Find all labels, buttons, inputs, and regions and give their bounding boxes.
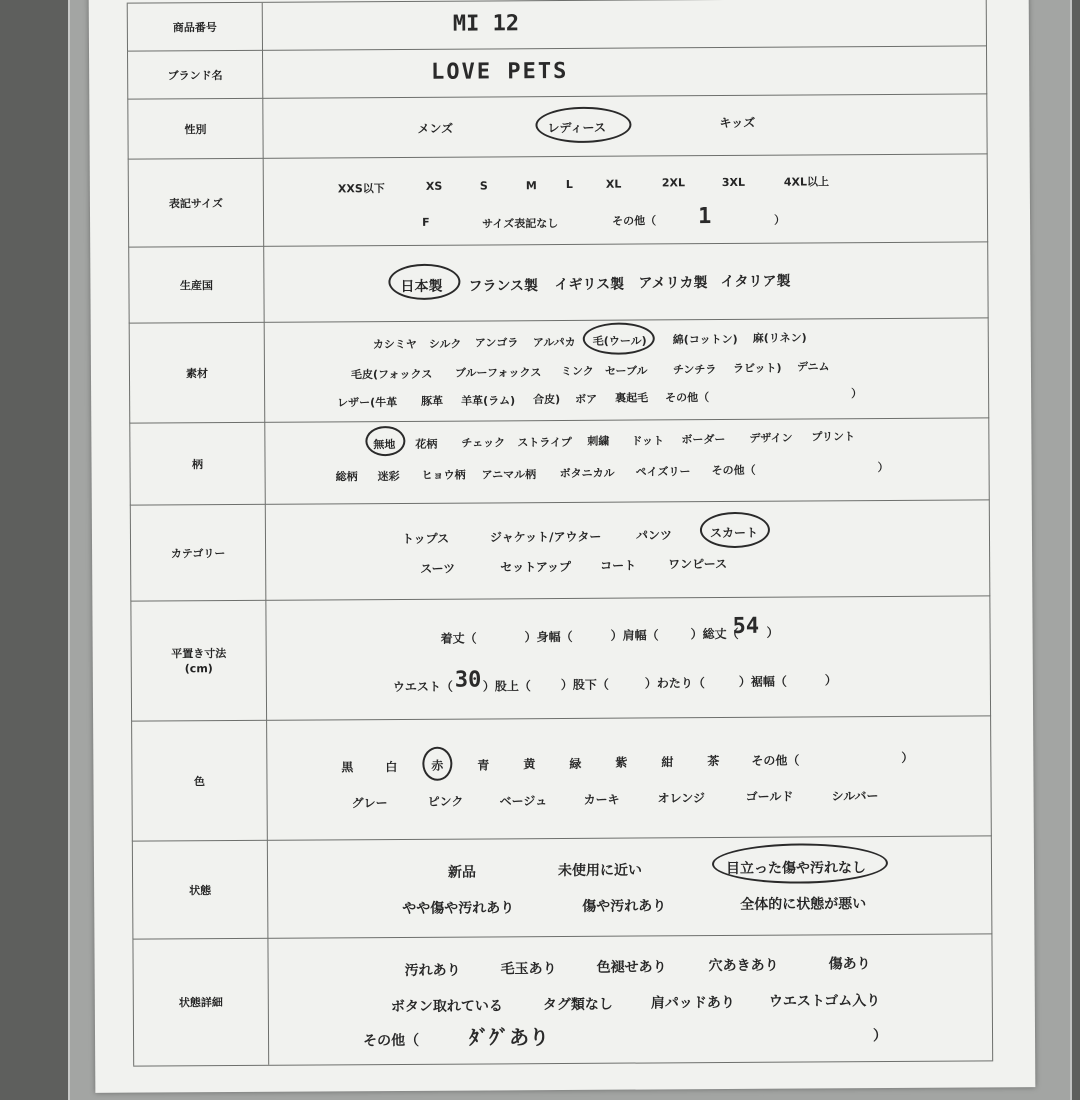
label-brand: ブランド名 bbox=[127, 51, 263, 100]
color-option: ベージュ bbox=[499, 794, 548, 809]
condition-option: 未使用に近い bbox=[557, 862, 643, 880]
handwritten-size-other: 1 bbox=[697, 204, 712, 230]
selection-circle bbox=[365, 426, 405, 456]
color-option: 茶 bbox=[707, 754, 720, 769]
row-category bbox=[130, 499, 991, 601]
color-option: ゴールド bbox=[745, 789, 794, 804]
material-option: 麻(リネン) bbox=[752, 331, 807, 345]
handwritten-product-no: MI 12 bbox=[452, 11, 520, 37]
country-option-selected: 日本製 bbox=[400, 278, 443, 295]
country-option: フランス製 bbox=[468, 278, 539, 295]
color-option: 緑 bbox=[569, 756, 582, 771]
row-size bbox=[128, 153, 989, 247]
country-option: イタリア製 bbox=[720, 273, 791, 291]
material-other-open: その他（ bbox=[665, 391, 710, 405]
label-material: 素材 bbox=[129, 323, 266, 424]
selection-circle bbox=[388, 264, 460, 300]
measure-label: ）肩幅（ bbox=[610, 628, 659, 643]
color-option: オレンジ bbox=[657, 791, 706, 806]
pattern-option: ペイズリー bbox=[635, 465, 691, 479]
handwritten-brand: LOVE PETS bbox=[431, 58, 569, 85]
pattern-option: デザイン bbox=[749, 431, 793, 445]
pattern-option: チェック bbox=[461, 436, 506, 450]
material-option: チンチラ bbox=[672, 363, 717, 377]
size-option: XS bbox=[425, 179, 443, 193]
material-option: 裏起毛 bbox=[615, 391, 649, 405]
pattern-other-open: その他（ bbox=[711, 463, 756, 478]
pattern-option: プリント bbox=[811, 430, 855, 444]
size-option: XL bbox=[605, 177, 622, 191]
row-color bbox=[131, 715, 992, 841]
measure-label: ）股上（ bbox=[482, 679, 531, 694]
material-option: 綿(コットン) bbox=[672, 332, 738, 347]
handwritten-waist: 30 bbox=[454, 667, 482, 693]
row-brand bbox=[127, 45, 987, 99]
material-option-selected: 毛(ウール) bbox=[592, 334, 647, 348]
category-option: セットアップ bbox=[500, 559, 572, 575]
measure-label: ）わたり（ bbox=[644, 676, 705, 691]
category-option: コート bbox=[600, 558, 637, 573]
detail-option: タグ類なし bbox=[542, 996, 613, 1014]
label-product-no: 商品番号 bbox=[127, 3, 263, 52]
detail-option: 色褪せあり bbox=[596, 959, 667, 976]
material-other-close: ） bbox=[851, 387, 863, 401]
condition-option-selected: 目立った傷や汚れなし bbox=[725, 860, 867, 878]
category-option: パンツ bbox=[635, 528, 673, 543]
pattern-option: アニマル柄 bbox=[481, 468, 537, 482]
gender-option: メンズ bbox=[417, 121, 454, 136]
size-option-none: サイズ表記なし bbox=[482, 217, 559, 231]
color-other-open: その他（ bbox=[751, 753, 800, 768]
selection-circle bbox=[583, 322, 655, 354]
pattern-option: ヒョウ柄 bbox=[421, 468, 466, 482]
row-measurements bbox=[130, 595, 991, 721]
material-option: カシミヤ bbox=[372, 337, 417, 352]
color-option: 青 bbox=[477, 758, 490, 773]
detail-option: ウエストゴム入り bbox=[768, 993, 881, 1010]
row-condition-detail bbox=[132, 933, 993, 1066]
pattern-option: ボーダー bbox=[681, 433, 726, 447]
material-option: 毛皮(フォックス bbox=[350, 367, 433, 382]
category-option: ジャケット/アウター bbox=[489, 529, 602, 545]
label-measurements bbox=[130, 601, 267, 722]
size-other-close: ） bbox=[774, 213, 786, 227]
label-pattern: 柄 bbox=[129, 423, 265, 506]
label-gender: 性別 bbox=[127, 99, 263, 160]
label-measurements-line2: (cm) bbox=[184, 662, 213, 676]
color-option: 紫 bbox=[615, 755, 628, 770]
handwritten-total-length: 54 bbox=[732, 613, 760, 639]
color-option: シルバー bbox=[831, 789, 879, 804]
label-size: 表記サイズ bbox=[128, 159, 265, 248]
color-option: カーキ bbox=[583, 792, 620, 807]
category-option: ワンピース bbox=[668, 556, 728, 572]
color-option-selected: 赤 bbox=[431, 758, 444, 773]
size-option-f: F bbox=[422, 215, 430, 229]
category-option-selected: スカート bbox=[709, 525, 759, 541]
label-color: 色 bbox=[131, 721, 268, 842]
material-option: セーブル bbox=[604, 364, 648, 378]
size-option: XXS以下 bbox=[337, 182, 385, 196]
size-option: 4XL以上 bbox=[783, 175, 830, 189]
label-category: カテゴリー bbox=[130, 505, 267, 602]
gender-option: キッズ bbox=[719, 115, 756, 131]
country-option: アメリカ製 bbox=[638, 275, 708, 292]
selection-circle bbox=[535, 107, 631, 144]
detail-option: 穴あきあり bbox=[708, 957, 779, 975]
condition-option: 傷や汚れあり bbox=[582, 898, 667, 915]
material-option: ラビット) bbox=[732, 361, 782, 375]
detail-option: 汚れあり bbox=[404, 962, 461, 979]
pattern-option: ドット bbox=[631, 434, 664, 448]
measure-label: ）股下（ bbox=[560, 677, 609, 693]
material-option: 羊革(ラム) bbox=[461, 394, 516, 408]
material-option: 合皮) bbox=[533, 393, 561, 407]
row-country bbox=[128, 241, 988, 323]
measure-label: ）総丈（ bbox=[690, 626, 739, 642]
pattern-option: ボタニカル bbox=[559, 466, 615, 481]
material-option: デニム bbox=[796, 360, 830, 374]
measure-label: ）身幅（ bbox=[524, 629, 573, 645]
handwritten-detail-other: ﾀﾞｸﾞあり bbox=[468, 1025, 550, 1050]
condition-option: 全体的に状態が悪い bbox=[740, 896, 867, 913]
pattern-other-close: ） bbox=[877, 461, 889, 475]
size-other-open: その他（ bbox=[612, 214, 657, 228]
size-option: M bbox=[525, 179, 537, 193]
country-option: イギリス製 bbox=[554, 276, 625, 294]
detail-option: 肩パッドあり bbox=[650, 994, 735, 1012]
category-option: スーツ bbox=[420, 561, 456, 576]
detail-option: 傷あり bbox=[828, 956, 871, 973]
size-option: L bbox=[565, 177, 573, 191]
row-material bbox=[129, 317, 990, 423]
material-option: レザー(牛革 bbox=[337, 396, 398, 410]
material-option: 豚革 bbox=[421, 394, 444, 408]
color-option: グレー bbox=[351, 796, 388, 811]
product-info-sheet bbox=[89, 0, 1036, 1093]
color-option: ピンク bbox=[427, 794, 464, 809]
measure-label: ウエスト（ bbox=[392, 679, 453, 695]
pattern-option: ストライプ bbox=[517, 435, 572, 450]
material-option: アンゴラ bbox=[474, 336, 519, 350]
selection-circle bbox=[700, 512, 770, 548]
label-condition: 状態 bbox=[132, 841, 269, 940]
material-option: ミンク bbox=[560, 364, 594, 379]
color-option: 黒 bbox=[341, 760, 354, 775]
size-option: S bbox=[479, 179, 488, 193]
material-option: ボア bbox=[575, 392, 598, 406]
material-option: ブルーフォックス bbox=[454, 366, 542, 380]
row-pattern bbox=[129, 417, 989, 505]
measure-label: ） bbox=[766, 625, 779, 640]
measure-label: ）裾幅（ bbox=[738, 674, 787, 689]
detail-other-close: ） bbox=[872, 1028, 888, 1045]
label-measurements-line1: 平置き寸法 bbox=[171, 647, 227, 661]
material-option: シルク bbox=[428, 337, 462, 351]
pattern-option-selected: 無地 bbox=[373, 438, 396, 452]
selection-circle bbox=[422, 747, 452, 781]
label-condition-detail: 状態詳細 bbox=[132, 939, 269, 1066]
material-option: アルパカ bbox=[532, 335, 576, 350]
selection-circle bbox=[712, 843, 888, 884]
detail-option: ボタン取れている bbox=[390, 998, 503, 1016]
color-option: 紺 bbox=[661, 755, 674, 770]
pattern-option: 総柄 bbox=[335, 470, 358, 484]
row-product-no bbox=[127, 0, 987, 52]
pattern-option: 花柄 bbox=[415, 437, 438, 451]
detail-other-open: その他（ bbox=[363, 1032, 420, 1050]
size-option: 2XL bbox=[661, 176, 686, 190]
gender-option-selected: レディース bbox=[547, 120, 606, 136]
condition-option: 新品 bbox=[447, 864, 477, 881]
condition-option: やや傷や汚れあり bbox=[402, 900, 515, 917]
label-country: 生産国 bbox=[128, 247, 264, 324]
measure-label: ） bbox=[824, 673, 837, 688]
color-option: 黄 bbox=[523, 757, 536, 772]
measure-label: 着丈（ bbox=[440, 631, 477, 646]
category-option: トップス bbox=[401, 531, 450, 546]
row-gender bbox=[127, 93, 987, 159]
color-option: 白 bbox=[385, 760, 398, 775]
pattern-option: 刺繍 bbox=[587, 434, 610, 448]
size-option: 3XL bbox=[721, 175, 746, 190]
pattern-option: 迷彩 bbox=[377, 469, 400, 484]
color-other-close: ） bbox=[901, 750, 914, 765]
detail-option: 毛玉あり bbox=[500, 961, 557, 978]
row-condition bbox=[132, 835, 993, 939]
